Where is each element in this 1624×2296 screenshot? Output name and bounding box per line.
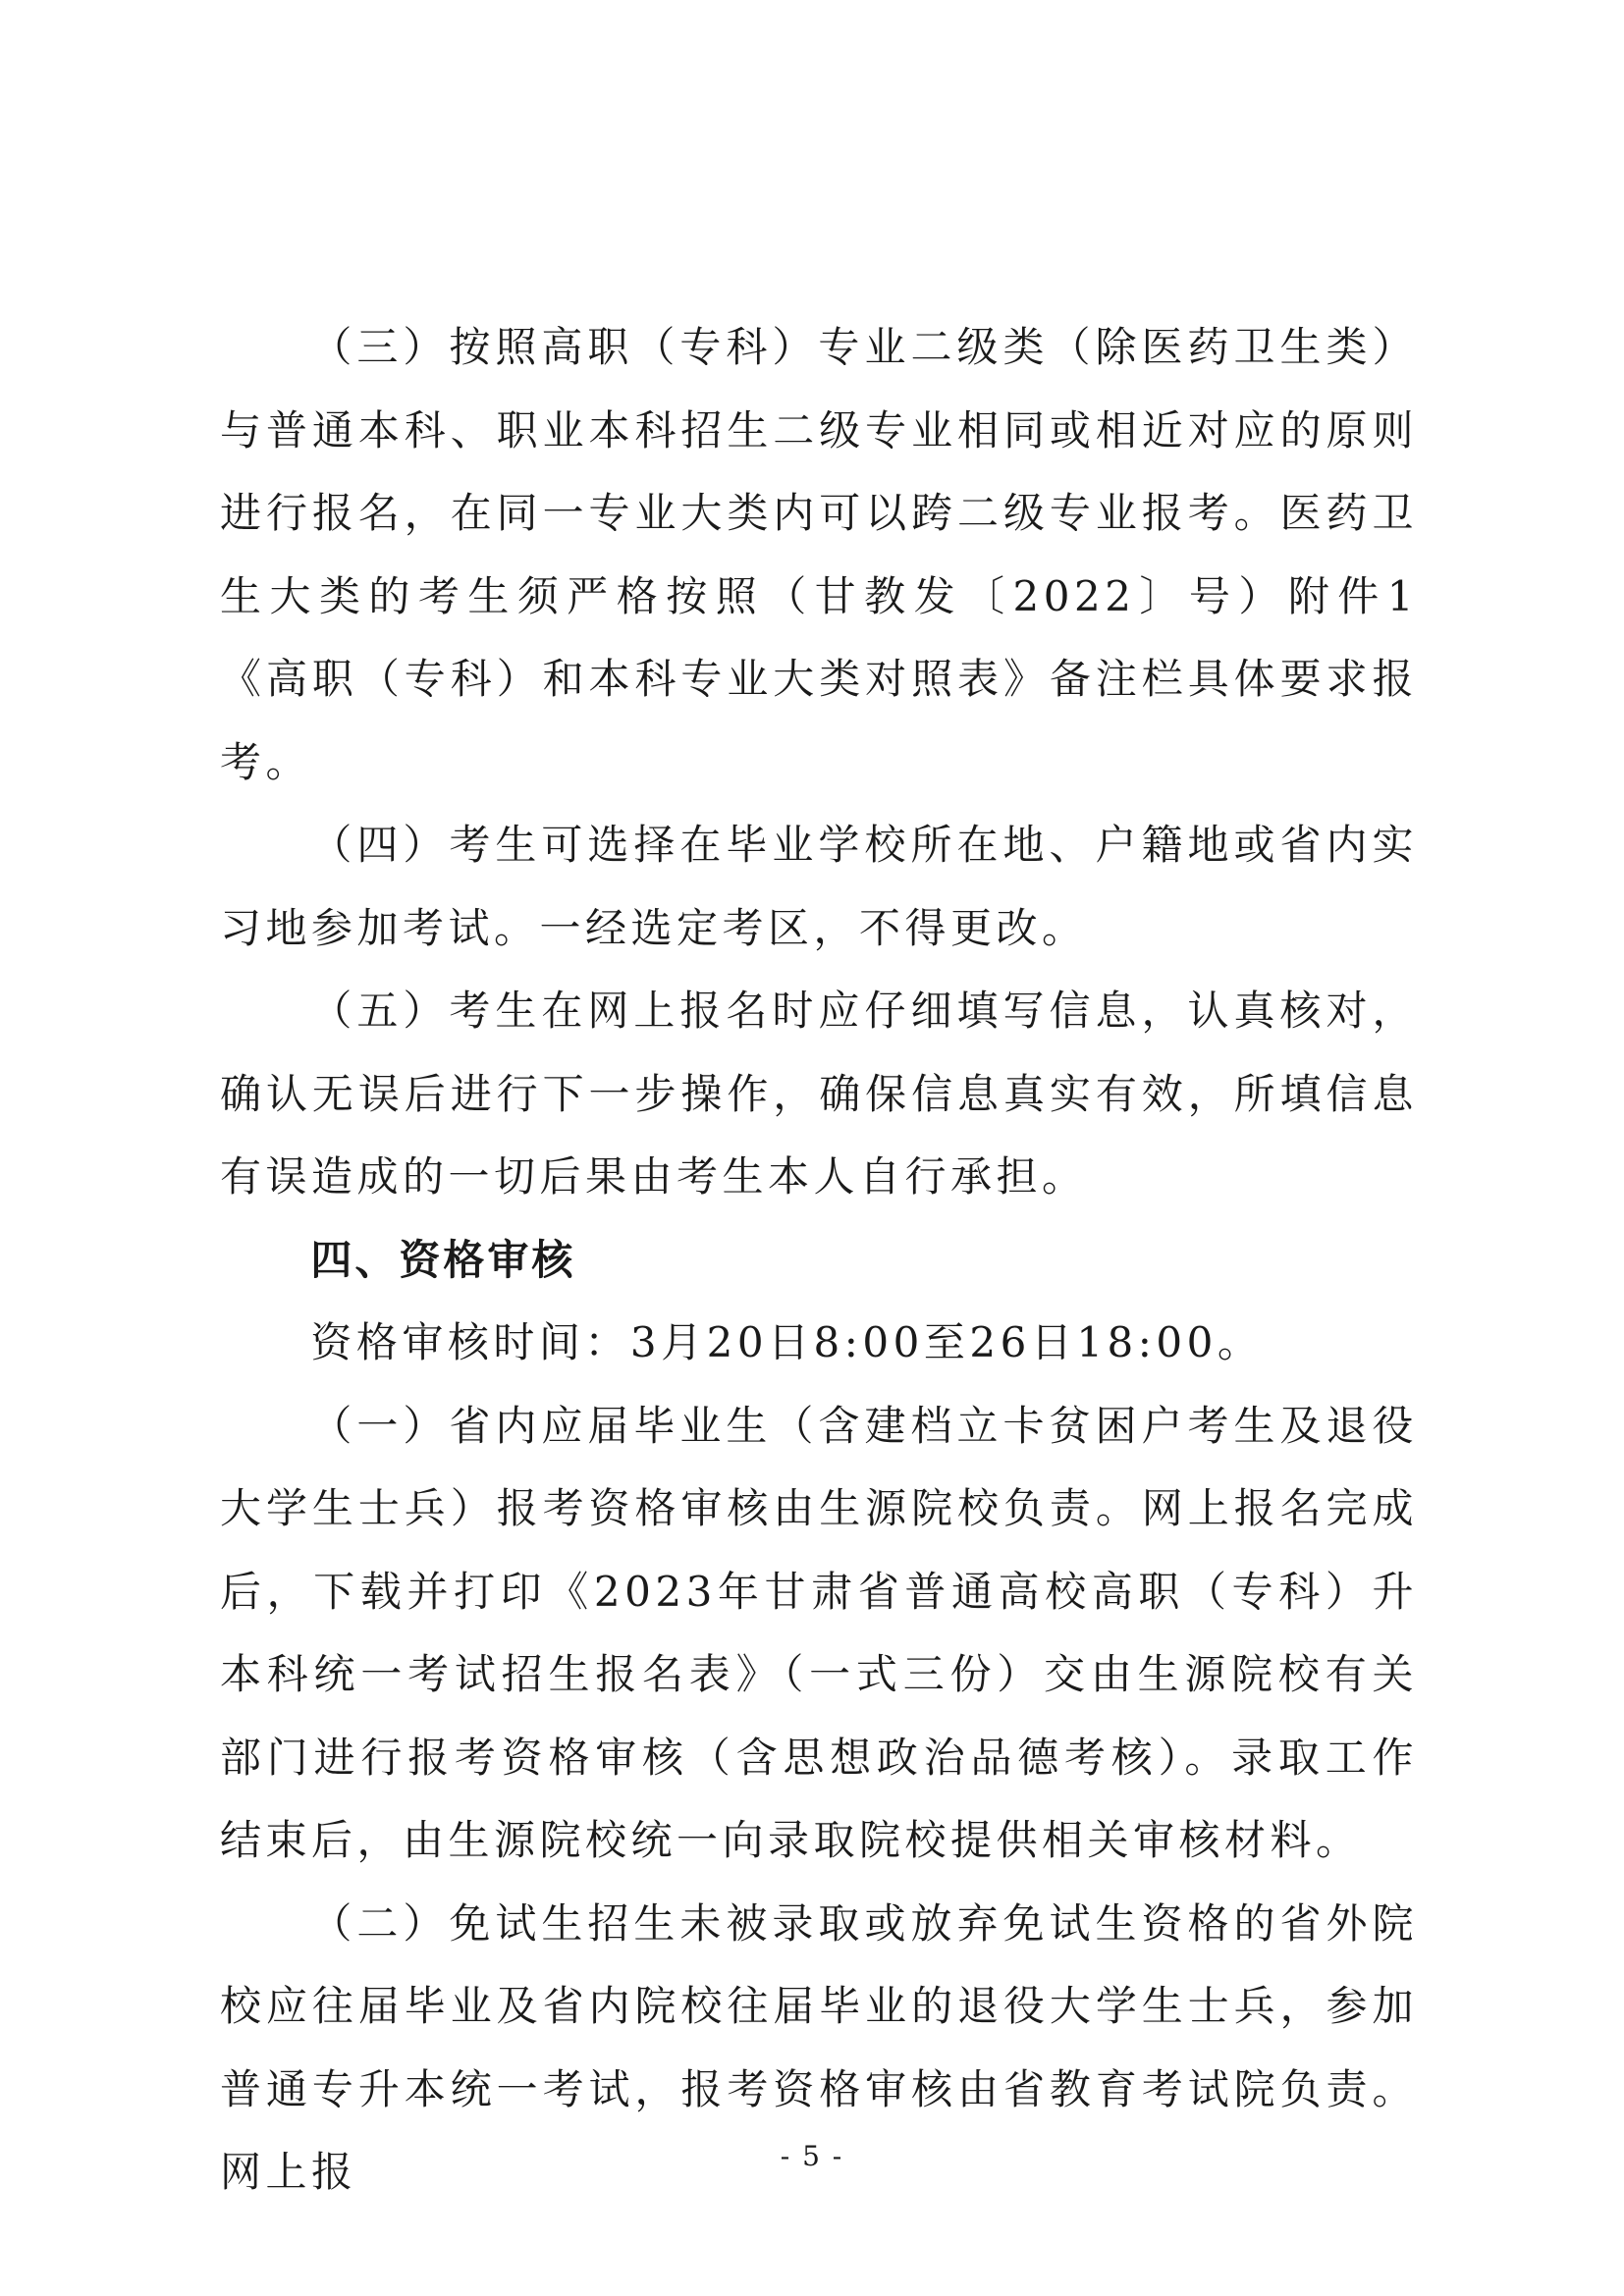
paragraph-5-info-accuracy: （五）考生在网上报名时应仔细填写信息，认真核对，确认无误后进行下一步操作，确保信息真实有效，所填信息有误造成的一切后果由考生本人自行承担。 bbox=[220, 987, 1418, 1201]
section-heading-qualification-review: 四、资格审核 bbox=[310, 1235, 576, 1284]
paragraph-4-exam-location: （四）考生可选择在毕业学校所在地、户籍地或省内实习地参加考试。一经选定考区，不得更改。 bbox=[220, 821, 1418, 952]
document-body bbox=[220, 306, 1418, 2215]
paragraph-2-previous-graduates: （二）免试生招生未被录取或放弃免试生资格的省外院校应往届毕业及省内院校往届毕业的退役大学生士兵，参加普通专升本统一考试，报考资格审核由省教育考试院负责。网上报 bbox=[220, 1898, 1418, 2196]
paragraph-review-time: 资格审核时间：3月20日8:00至26日18:00。 bbox=[310, 1318, 1264, 1366]
paragraph-3-major-category: （三）按照高职（专科）专业二级类（除医药卫生类）与普通本科、职业本科招生二级专业相同或相近对应的原则进行报名，在同一专业大类内可以跨二级专业报考。医药卫生大类的考生须严格按照（甘教发〔2022〕号）附件1《高职（专科）和本科专业大类对照表》备注栏具体要求报考。 bbox=[220, 323, 1418, 786]
page-number: - 5 - bbox=[780, 2140, 844, 2172]
paragraph-1-current-graduates: （一）省内应届毕业生（含建档立卡贫困户考生及退役大学生士兵）报考资格审核由生源院校负责。网上报名完成后，下载并打印《2023年甘肃省普通高校高职（专科）升本科统一考试招生报名表》（一式三份）交由生源院校有关部门进行报考资格审核（含思想政治品德考核）。录取工作结束后，由生源院校统一向录取院校提供相关审核材料。 bbox=[220, 1401, 1418, 1864]
